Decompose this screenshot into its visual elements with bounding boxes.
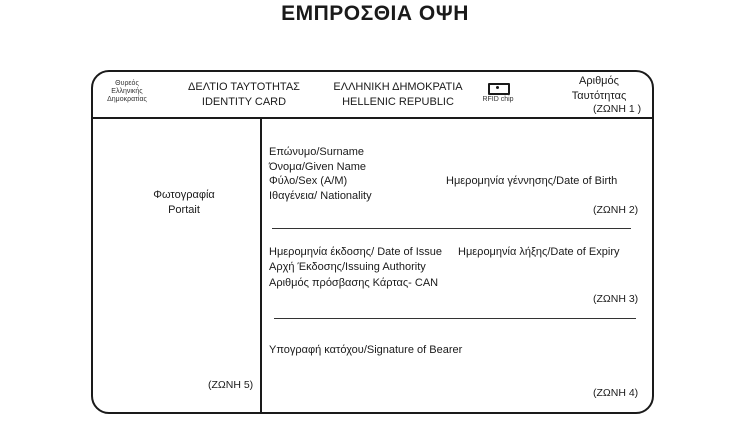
coat-of-arms-line2: Ελληνικής [111, 88, 143, 95]
card-title [178, 80, 310, 110]
zone4-label: (ΖΩΝΗ 4) [593, 387, 639, 399]
republic-title-en: HELLENIC REPUBLIC [342, 96, 454, 108]
coat-of-arms-label [100, 80, 154, 104]
date-of-birth-label: Ημερομηνία γέννησης/Date of Birth [446, 175, 618, 187]
zone2-label: (ΖΩΝΗ 2) [593, 204, 639, 216]
id-number-line2: Ταυτότητας [571, 90, 627, 102]
card-title-en: IDENTITY CARD [201, 96, 287, 108]
date-of-expiry-label: Ημερομηνία λήξης/Date of Expiry [458, 246, 620, 258]
rfid-chip-dot [496, 86, 499, 89]
photo-label-en: Portait [168, 204, 200, 216]
issuing-authority-label: Αρχή Έκδοσης/Issuing Authority [269, 261, 426, 273]
republic-title [330, 80, 466, 110]
photo-label-gr: Φωτογραφία [153, 189, 215, 201]
zone5-label: (ΖΩΝΗ 5) [208, 379, 254, 391]
rfid-chip-label: RFID chip [482, 96, 514, 103]
id-number-line1: Αριθμός [579, 75, 619, 87]
nationality-label: Ιθαγένεια/ Nationality [269, 190, 372, 202]
given-name-label: Όνομα/Given Name [269, 161, 367, 173]
photo-column-divider [260, 117, 262, 413]
header-divider [93, 117, 652, 119]
rfid-chip-icon [488, 83, 510, 95]
zone2-separator [272, 228, 631, 229]
zone1-label: (ΖΩΝΗ 1 ) [593, 103, 642, 115]
date-of-issue-label: Ημερομηνία έκδοσης/ Date of Issue [269, 246, 443, 258]
id-number-label [556, 74, 642, 104]
republic-title-gr: ΕΛΛΗΝΙΚΗ ΔΗΜΟΚΡΑΤΙΑ [333, 81, 463, 93]
sex-label: Φύλο/Sex (A/M) [269, 175, 348, 187]
zone3-separator [274, 318, 636, 319]
coat-of-arms-line1: Θυρεός [115, 80, 139, 87]
signature-label: Υπογραφή κατόχου/Signature of Bearer [269, 344, 463, 356]
coat-of-arms-line3: Δημοκρατίας [107, 96, 147, 103]
photo-label [130, 188, 238, 218]
zone3-label: (ΖΩΝΗ 3) [593, 293, 639, 305]
surname-label: Επώνυμο/Surname [269, 146, 365, 158]
page-title: ΕΜΠΡΟΣΘΙΑ ΟΨΗ [281, 2, 469, 25]
id-card-outline [91, 70, 654, 414]
card-title-gr: ΔΕΛΤΙΟ ΤΑΥΤΟΤΗΤΑΣ [188, 81, 300, 93]
can-label: Αριθμός πρόσβασης Κάρτας- CAN [269, 277, 439, 289]
